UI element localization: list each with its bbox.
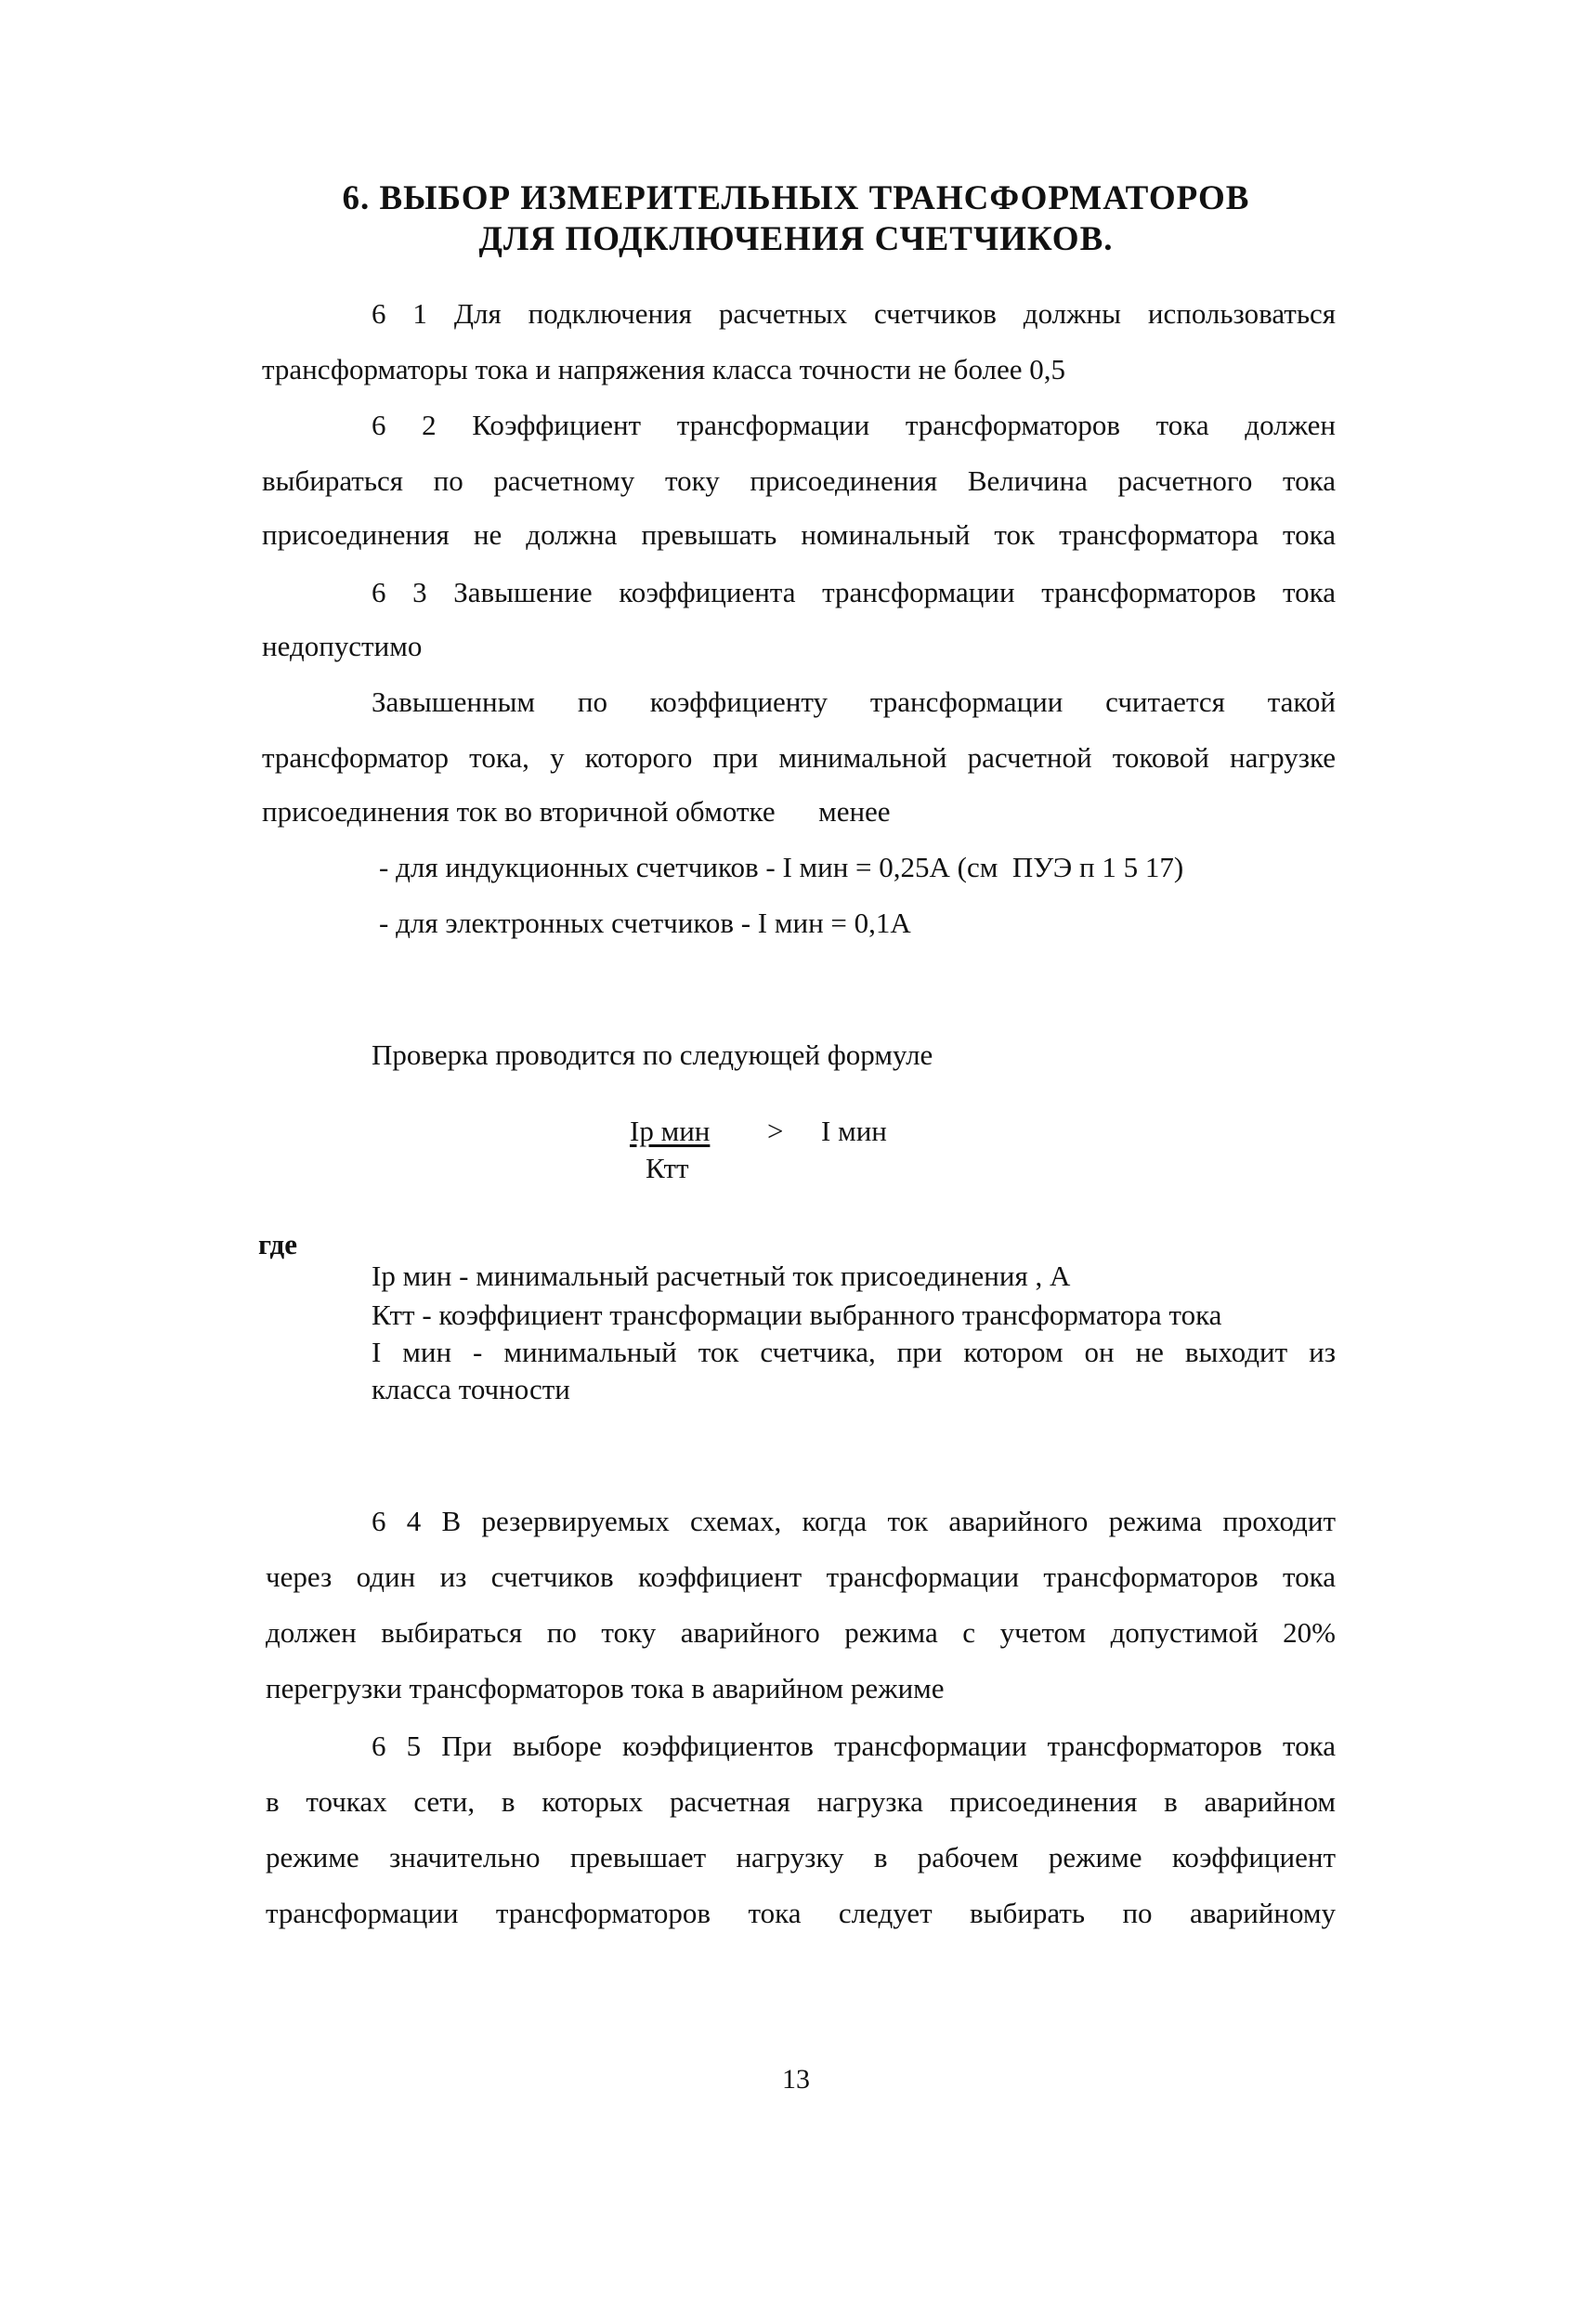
formula-denominator: Ктт: [646, 1152, 689, 1184]
paragraph-6-2-line-1: 6 2 Коэффициент трансформации трансформаторов тока должен: [372, 409, 1336, 441]
definition-ktt: Ктт - коэффициент трансформации выбранного трансформатора тока: [372, 1299, 1222, 1331]
paragraph-6-3-line-1: 6 3 Завышение коэффициента трансформации трансформаторов тока: [372, 576, 1336, 608]
paragraph-6-4-line-1: 6 4 В резервируемых схемах, когда ток аварийного режима проходит: [372, 1505, 1336, 1537]
paragraph-6-4-line-3: должен выбираться по току аварийного режима с учетом допустимой 20%: [266, 1616, 1336, 1649]
paragraph-6-5-line-4: трансформации трансформаторов тока следует выбирать по аварийному: [266, 1897, 1336, 1929]
where-label: где: [258, 1228, 297, 1260]
paragraph-6-1-line-1: 6 1 Для подключения расчетных счетчиков должны использоваться: [372, 297, 1336, 330]
paragraph-6-2-line-2: выбираться по расчетному току присоединения Величина расчетного тока: [262, 464, 1336, 497]
bullet-electronic-meters: - для электронных счетчиков - I мин = 0,1А: [379, 907, 911, 939]
section-title-line-1: 6. ВЫБОР ИЗМЕРИТЕЛЬНЫХ ТРАНСФОРМАТОРОВ: [342, 179, 1250, 217]
paragraph-6-4-line-4: перегрузки трансформаторов тока в аварийном режиме: [266, 1672, 945, 1704]
paragraph-6-4-line-2: через один из счетчиков коэффициент трансформации трансформаторов тока: [266, 1560, 1336, 1593]
section-title-line-2: ДЛЯ ПОДКЛЮЧЕНИЯ СЧЕТЧИКОВ.: [478, 220, 1114, 258]
definition-i-min-line-1: I мин - минимальный ток счетчика, при котором он не выходит из: [372, 1336, 1336, 1368]
check-formula-intro: Проверка проводится по следующей формуле: [372, 1038, 933, 1071]
formula-operator: >: [767, 1115, 784, 1147]
paragraph-6-5-line-3: режиме значительно превышает нагрузку в рабочем режиме коэффициент: [266, 1841, 1336, 1874]
paragraph-6-3b-line-3: присоединения ток во вторичной обмотке менее: [262, 795, 891, 828]
paragraph-6-1-line-2: трансформаторы тока и напряжения класса точности не более 0,5: [262, 353, 1066, 385]
formula-rhs: I мин: [821, 1115, 887, 1147]
definition-ip-min: Iр мин - минимальный расчетный ток присоединения , А: [372, 1260, 1071, 1292]
definition-i-min-line-2: класса точности: [372, 1373, 570, 1405]
formula-numerator: Iр мин: [630, 1115, 711, 1147]
paragraph-6-3b-line-1: Завышенным по коэффициенту трансформации считается такой: [372, 685, 1336, 718]
paragraph-6-5-line-1: 6 5 При выборе коэффициентов трансформации трансформаторов тока: [372, 1730, 1336, 1762]
paragraph-6-3b-line-2: трансформатор тока, у которого при минимальной расчетной токовой нагрузке: [262, 741, 1336, 774]
paragraph-6-5-line-2: в точках сети, в которых расчетная нагрузка присоединения в аварийном: [266, 1785, 1336, 1818]
paragraph-6-2-line-3: присоединения не должна превышать номинальный ток трансформатора тока: [262, 518, 1336, 551]
bullet-induction-meters: - для индукционных счетчиков - I мин = 0,25А (см ПУЭ п 1 5 17): [379, 851, 1184, 883]
page-number: 13: [782, 2064, 810, 2095]
paragraph-6-3-line-2: недопустимо: [262, 630, 423, 662]
